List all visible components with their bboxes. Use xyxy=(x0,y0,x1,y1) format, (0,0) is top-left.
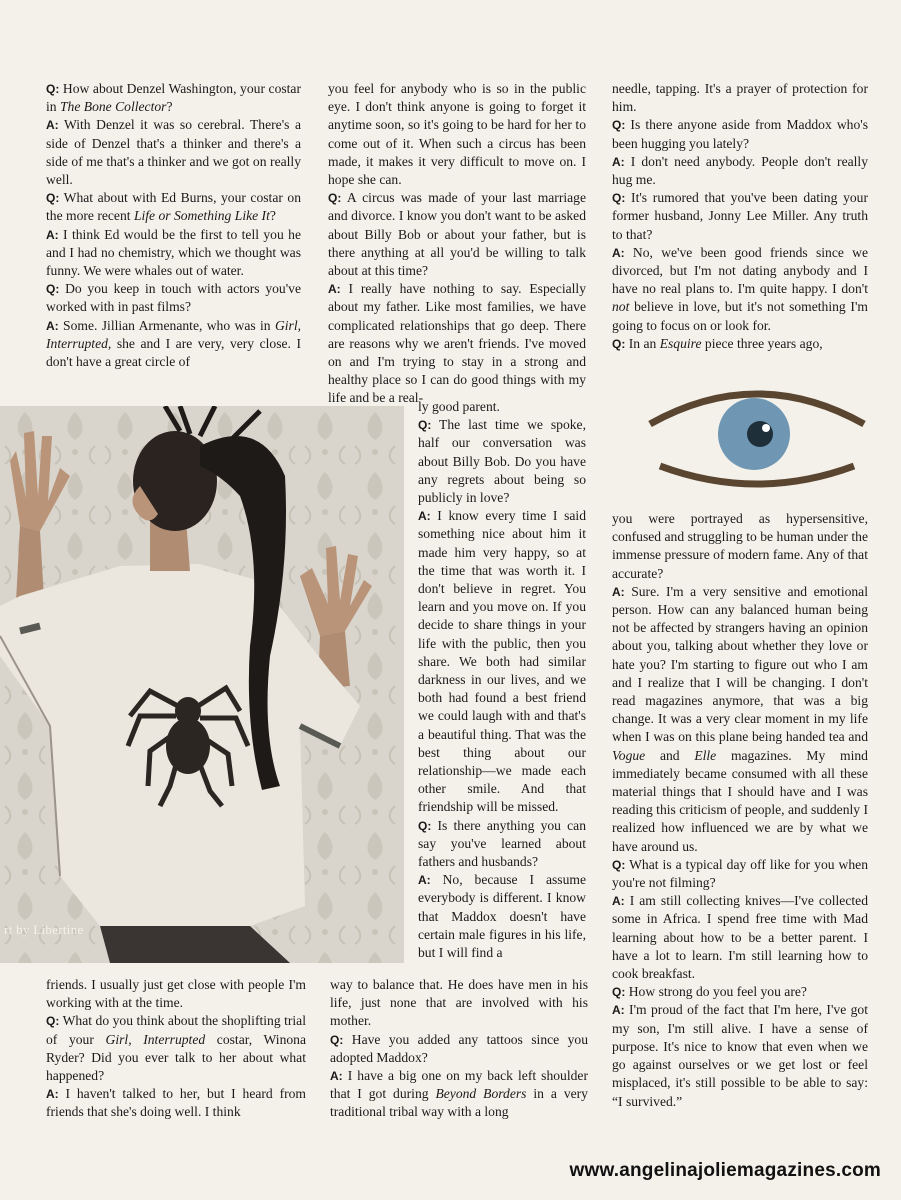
paragraph xyxy=(46,80,301,116)
body-text: piece three years ago, xyxy=(701,335,823,351)
body-text: needle, tapping. It's a prayer of protection for him. xyxy=(612,81,868,115)
title-italic: Girl, Interrupted xyxy=(105,1031,206,1047)
question-label: Q: xyxy=(328,191,342,206)
body-text: she and I are very, very close. I don't have a great circle of xyxy=(46,335,301,370)
paragraph xyxy=(612,153,868,189)
paragraph xyxy=(46,1012,306,1085)
body-text: you were portrayed as hypersensitive, confused and struggling to be human under the immense pressure of modern fame. Any of that accurate? xyxy=(612,511,868,581)
answer-label: A: xyxy=(46,227,59,242)
question-label: Q: xyxy=(612,191,626,206)
body-text: It's rumored that you've been dating your former husband, Jonny Lee Miller. Any truth to that? xyxy=(612,190,868,242)
answer-label: A: xyxy=(328,282,341,297)
eye-icon xyxy=(646,384,868,492)
title-italic: Esquire xyxy=(659,335,702,351)
paragraph xyxy=(46,317,301,372)
body-text: ? xyxy=(269,208,276,224)
paragraph xyxy=(330,976,588,1031)
body-text: I haven't talked to her, but I heard from friends that she's doing well. I think xyxy=(46,1086,306,1120)
body-text: No, because I assume everybody is different. I know that Maddox doesn't have certain male figures in his life, but I will find a xyxy=(418,872,586,961)
paragraph xyxy=(612,116,868,152)
answer-label: A: xyxy=(46,1087,59,1102)
paragraph xyxy=(46,976,306,1012)
body-text: ? xyxy=(166,99,173,115)
question-label: Q: xyxy=(46,282,60,297)
question-label: Q: xyxy=(418,418,432,433)
title-italic: Vogue xyxy=(612,747,646,763)
paragraph xyxy=(418,871,586,962)
body-text: in a very traditional tribal way with a long xyxy=(330,1086,588,1120)
paragraph xyxy=(418,507,586,816)
body-text: Is there anything you can say you've learned about fathers and husbands? xyxy=(418,817,586,870)
column-1-top xyxy=(46,80,301,371)
body-text: costar, Winona Ryder? Did you ever talk to her about what happened? xyxy=(46,1031,306,1084)
answer-label: A: xyxy=(612,245,625,260)
body-text: The last time we spoke, half our conversation was about Billy Bob. Do you have any regrets about being so publicly in love? xyxy=(418,417,586,506)
body-text: In an xyxy=(625,335,660,351)
body-text: you feel for anybody who is so in the public eye. I don't think anyone is going to forget it anytime soon, so it's going to be hard for her to come out of it. When such a circus has been made, it makes it very difficult to move on. I hope she can. xyxy=(328,81,586,188)
paragraph xyxy=(328,80,586,189)
body-text: I am still collecting knives—I've collected some in Africa. I spend free time with Mad learning about how to be a better parent. I have a lot to learn. I'm still learning how to cook breakfast. xyxy=(612,893,868,982)
question-label: Q: xyxy=(330,1032,344,1047)
column-3-top xyxy=(612,80,868,353)
body-text: friends. I usually just get close with people I'm working with at the time. xyxy=(46,977,306,1011)
body-text: Is there anyone aside from Maddox who's been hugging you lately? xyxy=(612,117,868,151)
body-text: magazines. My mind immediately became consumed with all these material things that I should have and I was reading this criticism of people, and suddenly I realized how influenced we are by what we have around us. xyxy=(612,747,868,854)
body-text: Some. Jillian Armenante, who was in xyxy=(58,317,275,333)
question-label: Q: xyxy=(612,118,626,133)
question-label: Q: xyxy=(418,818,432,833)
body-text: I don't need anybody. People don't really hug me. xyxy=(612,153,868,188)
question-label: Q: xyxy=(46,82,60,96)
body-text: Sure. I'm a very sensitive and emotional person. How can any balanced human being not be affected by strangers having an opinion about you, talking about whether they love or hate you? I'm starting to figure out who I am and I realize that I will be changing. I don't read magazines anymore, that was a big change. It was a very clear moment in my life when I was on this plane being handed tea and xyxy=(612,583,868,745)
answer-label: A: xyxy=(46,118,59,133)
answer-label: A: xyxy=(612,154,625,169)
question-label: Q: xyxy=(612,985,626,1000)
column-3-bottom xyxy=(612,510,868,1111)
paragraph xyxy=(612,189,868,244)
body-text: ly good parent. xyxy=(418,399,500,414)
paragraph xyxy=(612,80,868,116)
body-text: Do you keep in touch with actors you've worked with in past films? xyxy=(46,281,301,315)
title-italic: not xyxy=(612,299,630,315)
title-italic: Elle xyxy=(694,747,717,763)
paragraph xyxy=(330,1031,588,1067)
body-text: What is a typical day off like for you when you're not filming? xyxy=(612,856,868,891)
paragraph xyxy=(328,189,586,280)
body-text: Have you added any tattoos since you adopted Maddox? xyxy=(330,1031,588,1065)
body-text: I have a big one on my back left shoulder that I got during xyxy=(330,1068,588,1102)
paragraph xyxy=(612,1001,868,1110)
question-label: Q: xyxy=(612,336,626,351)
paragraph xyxy=(46,226,301,281)
answer-label: A: xyxy=(46,318,59,333)
paragraph xyxy=(612,244,868,335)
paragraph xyxy=(330,1067,588,1122)
title-italic: Beyond Borders xyxy=(435,1086,527,1102)
title-italic: The Bone Collector xyxy=(59,99,167,115)
body-text: No, we've been good friends since we divorced, but I'm not dating anybody and I have no real plans to. I'm quite happy. I don't xyxy=(612,244,868,297)
body-text: believe in love, but it's not something I'm going to focus on or look for. xyxy=(612,299,868,333)
question-label: Q: xyxy=(46,191,60,206)
portrait-photo xyxy=(0,406,404,963)
title-italic: Life or Something Like It xyxy=(133,208,270,224)
body-text: With Denzel it was so cerebral. There's a side of Denzel that's a thinker and there's a side of me that's a thinker and we got on really well. xyxy=(46,117,301,188)
body-text: way to balance that. He does have men in his life, just none that are involved with his mother. xyxy=(330,977,588,1029)
question-label: Q: xyxy=(612,857,626,872)
answer-label: A: xyxy=(612,1003,625,1018)
column-1-bottom xyxy=(46,976,306,1122)
body-text: What do you think about the shoplifting trial of your xyxy=(46,1013,306,1047)
body-text: What about with Ed Burns, your costar on the more recent xyxy=(46,190,301,224)
paragraph xyxy=(46,189,301,225)
paragraph xyxy=(46,1085,306,1121)
answer-label: A: xyxy=(612,894,625,909)
portrait-illustration xyxy=(0,406,404,963)
body-text: I know every time I said something nice about him it made him very happy, so at the time that was worth it. I don't believe in regret. You learn and you move on. If you decide to share things in your life with the public, then you share. We both had similar darkness in our lives, and we both had found a best friend we could laugh with and that's a beautiful thing. That was the best thing about our relationship—we made each other smile. And that friendship will be missed. xyxy=(418,508,586,815)
paragraph xyxy=(418,398,586,416)
column-2-bottom xyxy=(330,976,588,1122)
body-text: I'm proud of the fact that I'm here, I've got my son, I'm still alive. I have a sense of purpose. It's nice to know that even when we go against ourselves or we get lost or feel misplaced, it's still possible to be able to say: “I survived.” xyxy=(612,1002,868,1109)
title-italic: Girl, Interrupted, xyxy=(46,317,301,351)
answer-label: A: xyxy=(418,509,431,524)
paragraph xyxy=(418,817,586,872)
body-text: I think Ed would be the first to tell you he and I had no chemistry, which we thought was funny. We were whales out of water. xyxy=(46,226,301,279)
paragraph xyxy=(612,983,868,1001)
column-2-top xyxy=(328,80,586,408)
paragraph xyxy=(46,116,301,189)
body-text: I really have nothing to say. Especially about my father. Like most families, we have complicated relationships that go deep. There are reasons why we aren't friends. I've moved on and I'm trying to stay in a strong and healthy place so I can do good things with my life and be a real- xyxy=(328,281,586,406)
answer-label: A: xyxy=(418,873,431,888)
source-url: www.angelinajoliemagazines.com xyxy=(569,1160,881,1181)
paragraph xyxy=(418,416,586,507)
column-2-narrow xyxy=(418,398,586,962)
answer-label: A: xyxy=(330,1069,343,1084)
body-text: and xyxy=(645,747,695,763)
paragraph xyxy=(46,280,301,316)
paragraph xyxy=(612,510,868,583)
question-label: Q: xyxy=(46,1014,60,1029)
paragraph xyxy=(612,583,868,856)
paragraph xyxy=(612,856,868,892)
body-text: How about Denzel Washington, your costar in xyxy=(46,81,301,115)
photo-credit: rt by Libertine xyxy=(4,922,84,937)
body-text: How strong do you feel you are? xyxy=(625,984,807,1000)
paragraph xyxy=(328,280,586,407)
body-text: A circus was made of your last marriage and divorce. I know you don't want to be asked about Billy Bob or about your father, but is there anything at all you'd be willing to talk about at this time? xyxy=(328,190,586,279)
answer-label: A: xyxy=(612,584,625,599)
paragraph xyxy=(612,335,868,353)
paragraph xyxy=(612,892,868,983)
